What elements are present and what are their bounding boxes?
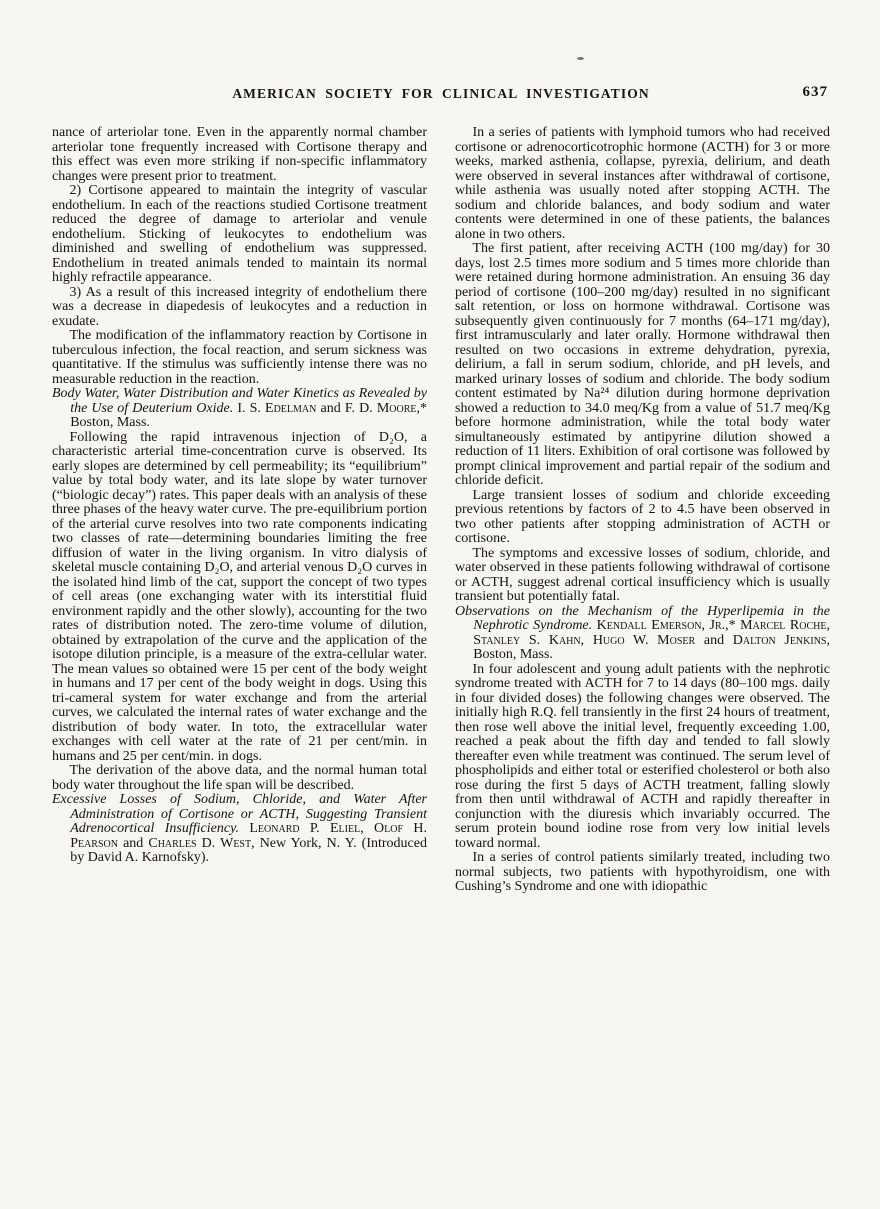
paragraph-large-transient-losses: Large transient losses of sodium and chloride exceeding previous retentions by factors of 2 to 4.5 have been observed in two other patients after stopping administration of ACTH or cortisone.	[455, 487, 830, 546]
paragraph-deuterium-curve: Following the rapid intravenous injection of D₂O, a characteristic arterial time-concentration curve is observed. Its early slopes are determined by cell permeability; its “equilibrium” value by total body water, and its late slope by water turnover (“biologic decay”) rates. This paper deals with an analysis of these three phases of the heavy water curve. The pre-equilibrium portion of the arterial curve resolves into two rate components indicating two classes of rate—determining boundaries limiting the free diffusion of water in the living organism. In vitro dialysis of skeletal muscle containing D₂O, and arterial venous D₂O curves in the isolated hind limb of the cat, support the concept of two types of cell areas (one exchanging water with its interstitial fluid environment rapidly and the other slowly), accounting for the two rates of distribution noted. The zero-time volume of dilution, obtained by extrapolation of the curve and the application of the isotope dilution principle, is a measure of the extra-cellular water. The mean values so obtained were 15 per cent of the body weight in humans and 17 per cent of the body weight in dogs. Using this tri-cameral system for water exchange and from the arterial curves, we calculated the internal rates of water exchange and the distribution of body water. In toto, the extracellular water exchanges with cell water at the rate of 21 per cent/min. in humans and 25 per cent/min. in dogs.	[52, 429, 427, 764]
author-names: Kendall Emerson, Jr.,* Marcel Roche, Stanley S. Kahn, Hugo W. Moser	[473, 618, 830, 648]
paragraph-control-patients: In a series of control patients similarly treated, including two normal subjects, two patients with hypothyroidism, one with Cushing’s Syndrome and one with idiopathic	[455, 850, 830, 894]
abstract-heading-body-water	[52, 387, 427, 431]
paragraph-arteriolar-tone-continuation: nance of arteriolar tone. Even in the apparently normal chamber arteriolar tone frequently increased with Cortisone therapy and this effect was even more striking if non-specific inflammatory changes were present prior to treatment.	[52, 125, 427, 184]
author-names: Dalton Jenkins	[732, 632, 827, 648]
ink-speck	[577, 57, 584, 60]
abstract-heading-hyperlipemia	[455, 605, 830, 663]
author-conjunction: and	[695, 632, 733, 648]
paragraph-symptoms-summary: The symptoms and excessive losses of sodium, chloride, and water observed in these patients following withdrawal of cortisone or ACTH, suggest adrenal cortical insufficiency which is usually transient but potentially fatal.	[455, 545, 830, 604]
author-affiliation: , Boston, Mass.	[473, 632, 830, 662]
left-column	[52, 126, 427, 895]
abstract-title: Excessive Losses of Sodium, Chloride, and Water After Administration of Cortisone or ACTH, Suggesting Transient Adrenocortical Insufficiency.	[52, 792, 427, 836]
paragraph-diapedesis-reduction: 3) As a result of this increased integrity of endothelium there was a decrease in diapedesis of leukocytes and a reduction in exudate.	[52, 284, 427, 329]
page-header	[52, 86, 830, 102]
author-names: Charles D. West	[148, 835, 252, 851]
author-affiliation: , New York, N. Y. (Introduced by David A. Karnofsky).	[70, 835, 427, 865]
abstract-title: Observations on the Mechanism of the Hyperlipemia in the Nephrotic Syndrome.	[455, 603, 830, 633]
abstract-heading-excessive-losses	[52, 793, 427, 866]
paragraph-cortisone-endothelium: 2) Cortisone appeared to maintain the integrity of vascular endothelium. In each of the reactions studied Cortisone treatment reduced the degree of damage to arteriolar and venule endothelium. Sticking of leukocytes to endothelium was diminished and swelling of endothelium was suppressed. Endothelium in treated animals tended to maintain its normal highly refractile appearance.	[52, 183, 427, 285]
paragraph-first-patient-acth: The first patient, after receiving ACTH (100 mg/day) for 30 days, lost 2.5 times more sodium and 5 times more chloride than were retained during hormone administration. An ensuing 36 day period of cortisone (100–200 mg/day) resulted in no significant salt retention, or loss on hormone withdrawal. Cortisone was subsequently given continuously for 7 months (64–171 mg/day), first intramuscularly and later orally. Hormone withdrawal then resulted on two occasions in extreme dehydration, pyrexia, delirium, a fall in serum sodium, chloride, and pH levels, and marked urinary losses of sodium and chloride. The body sodium content estimated by Na²⁴ dilution during hormone deprivation showed a reduction to 34.0 meq/Kg from a value of 51.7 meq/Kg before hormone administration, while the total body water simultaneously estimated by antipyrine dilution showed a reduction of 11 liters. Exhibition of oral cortisone was followed by prompt clinical improvement and partial repair of the sodium and chloride deficit.	[455, 241, 830, 488]
author-conjunction: and	[117, 835, 149, 851]
page-number: 637	[802, 84, 828, 100]
paragraph-derivation-summary: The derivation of the above data, and the normal human total body water throughout the life span will be described.	[52, 763, 427, 793]
author-affiliation: ,* Boston, Mass.	[70, 400, 427, 430]
author-names: F. D. Moore	[344, 400, 417, 416]
right-column	[455, 126, 830, 895]
paragraph-inflammatory-modification: The modification of the inflammatory reaction by Cortisone in tuberculous infection, the focal reaction, and serum sickness was quantitative. If the stimulus was sufficiently intense there was no measurable reduction in the reaction.	[52, 328, 427, 387]
running-head: AMERICAN SOCIETY FOR CLINICAL INVESTIGATION	[232, 86, 650, 101]
abstract-title: Body Water, Water Distribution and Water Kinetics as Revealed by the Use of Deuterium Oxide.	[52, 386, 427, 416]
author-names: Leonard P. Eliel, Olof H. Pearson	[70, 821, 427, 851]
paragraph-lymphoid-tumors: In a series of patients with lymphoid tumors who had received cortisone or adrenocorticotrophic hormone (ACTH) for 3 or more weeks, marked asthenia, collapse, pyrexia, delirium, and death were observed in several instances after withdrawal of cortisone, while asthenia was usually noted after stopping ACTH. The sodium and chloride balances, and body sodium and water contents were determined in one of these patients, the balances alone in two others.	[455, 125, 830, 242]
paragraph-nephrotic-acth: In four adolescent and young adult patients with the nephrotic syndrome treated with ACTH for 7 to 14 days (80–100 mgs. daily in four divided doses) the following changes were observed. The initially high R.Q. fell transiently in the first 24 hours of treatment, then rose well above the initial level, frequently exceeding 1.00, reached a peak about the fifth day and tended to fall slowly thereafter even while treatment was continued. The serum level of phospholipids and either total or esterified cholesterol or both also rose during the first 5 days of ACTH treatment, falling slowly from then until withdrawal of ACTH and rapidly thereafter in conjunction with the diuresis which invariably occurred. The serum protein bound iodine rose from very low initial levels toward normal.	[455, 661, 830, 851]
two-column-body	[52, 126, 830, 895]
author-conjunction: and	[316, 400, 345, 416]
author-names: I. S. Edelman	[233, 400, 317, 416]
